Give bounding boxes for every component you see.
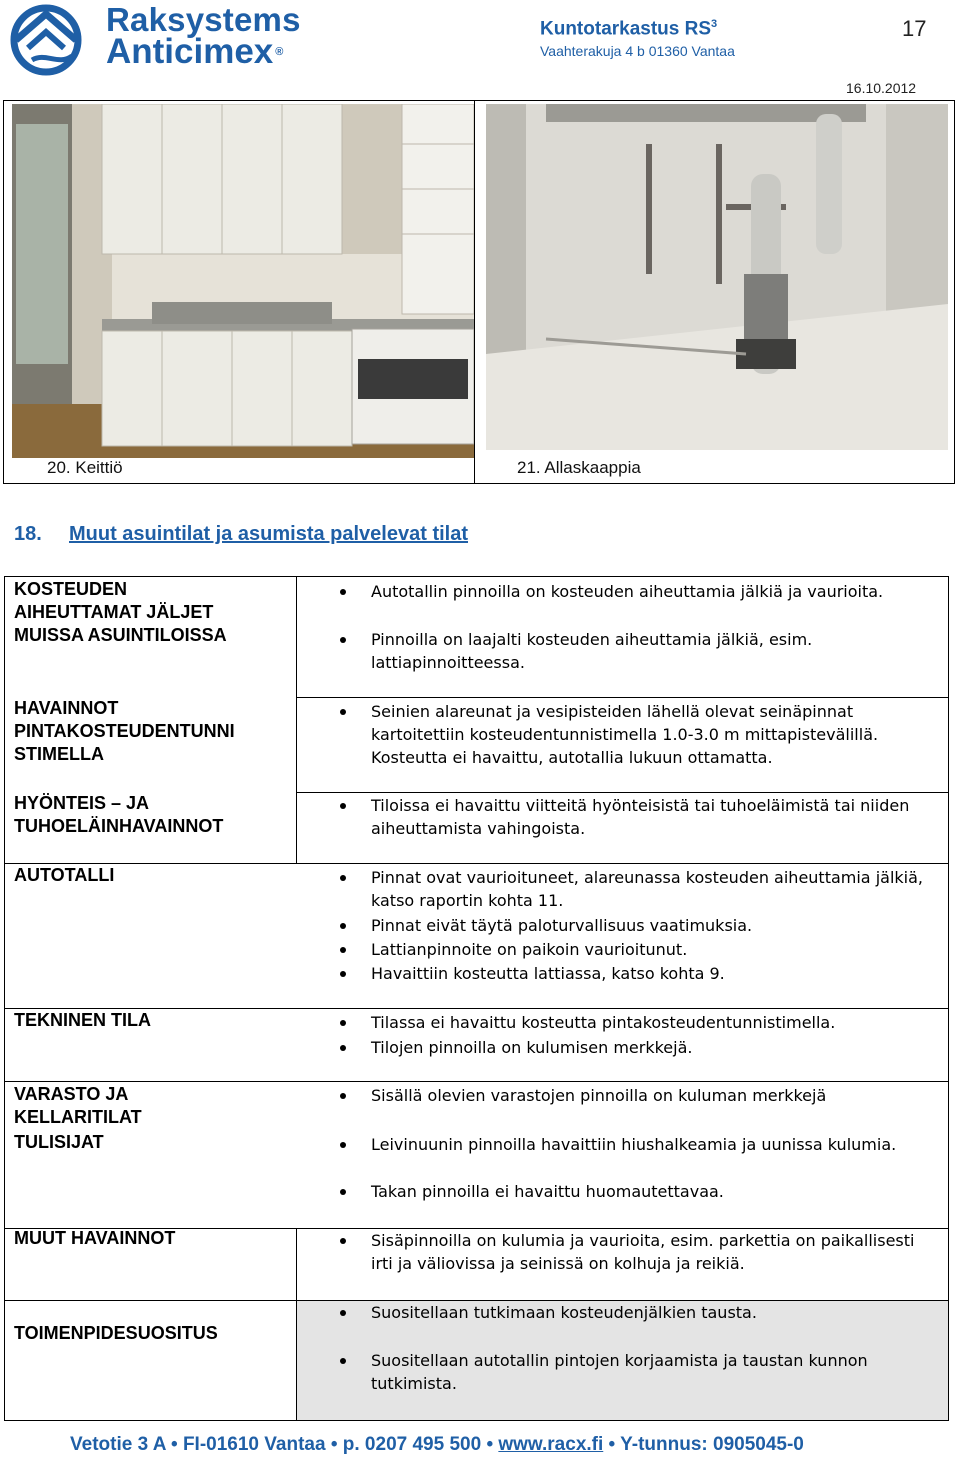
list-item [371, 1349, 941, 1395]
list-item [371, 1301, 941, 1324]
bullet-icon [340, 947, 346, 953]
photo-caption-kitchen: 20. Keittiö [47, 458, 123, 477]
list-item-text: Lattianpinnoite on paikoin vaurioitunut. [371, 940, 688, 959]
row-label-line: VARASTO JA [14, 1084, 129, 1104]
table-divider-1 [296, 577, 297, 864]
logo-registered-mark: ® [275, 46, 284, 58]
row-label-line: KOSTEUDEN [14, 579, 128, 599]
list-item-text: Sisäpinnoilla on kulumia ja vaurioita, esim. parkettia on paikallisesti irti ja väliovissa ja seinissä on kolhuja ja reikiä. [371, 1231, 915, 1273]
bullet-icon [340, 1020, 346, 1026]
bullet-icon [340, 637, 346, 643]
footer-separator: • [608, 1434, 616, 1455]
list-item [371, 1133, 941, 1156]
photo-divider [474, 100, 475, 484]
row-label-other-findings [14, 1227, 175, 1250]
company-logo-text [106, 1, 301, 71]
list-item-text: Pinnat ovat vaurioituneet, alareunassa kosteuden aiheuttamia jälkiä, katso raportin kohta 11. [371, 868, 923, 910]
list-item-text: Tilassa ei havaittu kosteutta pintakosteudentunnistimella. [371, 1013, 836, 1032]
bullet-icon [340, 1093, 346, 1099]
footer-business-id: Y-tunnus: 0905045-0 [620, 1434, 804, 1455]
bullet-icon [340, 1238, 346, 1244]
bullet-icon [340, 589, 346, 595]
section-title: Muut asuintilat ja asumista palvelevat tilat [69, 523, 469, 545]
bullet-icon [340, 875, 346, 881]
bullet-icon [340, 1310, 346, 1316]
bullet-icon [340, 1045, 346, 1051]
list-item-text: Tilojen pinnoilla on kulumisen merkkejä. [371, 1038, 693, 1057]
list-item-text: Leivinuunin pinnoilla havaittiin hiushalkeamia ja uunissa kulumia. [371, 1135, 897, 1154]
list-item [371, 1036, 941, 1059]
list-item [371, 700, 941, 769]
list-item-text: Takan pinnoilla ei havaittu huomautettavaa. [371, 1182, 724, 1201]
property-address: Vaahterakuja 4 b 01360 Vantaa [540, 43, 735, 59]
list-item [371, 1011, 941, 1034]
row-label-line: TULISIJAT [14, 1132, 104, 1152]
footer-separator: • [171, 1434, 178, 1455]
list-item [371, 794, 941, 840]
row-label-line: TOIMENPIDESUOSITUS [14, 1323, 218, 1343]
row-label-fireplaces [14, 1131, 104, 1154]
footer-street: Vetotie 3 A [70, 1434, 166, 1455]
list-item [371, 914, 941, 937]
row-label-line: KELLARITILAT [14, 1107, 142, 1127]
row-label-storage [14, 1083, 142, 1129]
row-label-line: TUHOELÄINHAVAINNOT [14, 816, 224, 836]
report-title [540, 18, 717, 40]
footer-city: FI-01610 Vantaa [182, 1434, 326, 1455]
row-line-2 [296, 792, 948, 793]
bullet-icon [340, 709, 346, 715]
list-item [371, 962, 941, 985]
report-title-sup: 3 [711, 18, 718, 30]
list-item-text: Pinnoilla on laajalti kosteuden aiheuttamia jälkiä, esim. lattiapinnoitteessa. [371, 630, 813, 672]
row-label-pests [14, 792, 223, 838]
list-item [371, 628, 941, 674]
bullet-icon [340, 1142, 346, 1148]
list-item-text: Pinnat eivät täytä paloturvallisuus vaatimuksia. [371, 916, 753, 935]
list-item-text: Havaittiin kosteutta lattiassa, katso kohta 9. [371, 964, 725, 983]
report-title-text: Kuntotarkastus RS [540, 18, 712, 40]
list-item [371, 938, 941, 961]
sink-cabinet-photo [486, 104, 948, 450]
list-item-text: Suositellaan tutkimaan kosteudenjälkien tausta. [371, 1303, 757, 1322]
bullet-icon [340, 923, 346, 929]
list-item [371, 866, 941, 912]
footer-contact [70, 1434, 804, 1456]
footer-website-link[interactable]: www.racx.fi [498, 1434, 604, 1455]
bullet-icon [340, 1189, 346, 1195]
list-item-text: Tiloissa ei havaittu viitteitä hyönteisistä tai tuhoeläimistä tai niiden aiheuttamista vahingoista. [371, 796, 910, 838]
footer-separator: • [330, 1434, 338, 1455]
company-logo-icon [6, 4, 98, 76]
photo-caption-sink-cabinet: 21. Allaskaappia [517, 458, 641, 477]
row-label-line: HYÖNTEIS – JA [14, 793, 150, 813]
list-item [371, 1180, 941, 1203]
list-item [371, 1084, 941, 1107]
row-label-line: TEKNINEN TILA [14, 1010, 151, 1030]
row-label-line: PINTAKOSTEUDENTUNNI [14, 721, 235, 741]
row-label-technical-room [14, 1009, 151, 1032]
row-label-line: AIHEUTTAMAT JÄLJET [14, 602, 214, 622]
row-label-line: STIMELLA [14, 744, 104, 764]
list-item-text: Autotallin pinnoilla on kosteuden aiheuttamia jälkiä ja vaurioita. [371, 582, 884, 601]
logo-line-2: Anticimex [106, 32, 274, 71]
list-item-text: Sisällä olevien varastojen pinnoilla on kuluman merkkejä [371, 1086, 827, 1105]
list-item-text: Seinien alareunat ja vesipisteiden lähellä olevat seinäpinnat kartoitettiin kosteudentunnistimella 1.0-3.0 m mittapistevälillä. Kosteutta ei havaittu, autotallia lukuun ottamatta. [371, 702, 879, 767]
list-item [371, 580, 941, 603]
row-label-line: MUISSA ASUINTILOISSA [14, 625, 227, 645]
row-line-1 [296, 697, 948, 698]
row-line-3 [4, 863, 948, 864]
page-number: 17 [902, 16, 927, 41]
row-label-line: AUTOTALLI [14, 865, 115, 885]
kitchen-photo [12, 104, 474, 458]
bullet-icon [340, 971, 346, 977]
row-label-line: MUUT HAVAINNOT [14, 1228, 176, 1248]
bullet-icon [340, 803, 346, 809]
logo-line-1: Raksystems [106, 1, 301, 38]
bullet-icon [340, 1358, 346, 1364]
row-label-garage [14, 864, 114, 887]
row-line-5 [4, 1081, 948, 1082]
table-divider-2 [296, 1228, 297, 1420]
list-item-text: Suositellaan autotallin pintojen korjaamista ja taustan kunnon tutkimista. [371, 1351, 868, 1393]
list-item [371, 1229, 941, 1275]
report-date: 16.10.2012 [846, 80, 917, 96]
row-label-surface-moisture [14, 697, 235, 766]
footer-phone: p. 0207 495 500 [342, 1434, 482, 1455]
row-label-line: HAVAINNOT [14, 698, 119, 718]
footer-separator: • [486, 1434, 494, 1455]
row-label-moisture-traces [14, 578, 227, 647]
row-label-recommendation [14, 1322, 218, 1345]
section-number: 18. [14, 523, 42, 545]
